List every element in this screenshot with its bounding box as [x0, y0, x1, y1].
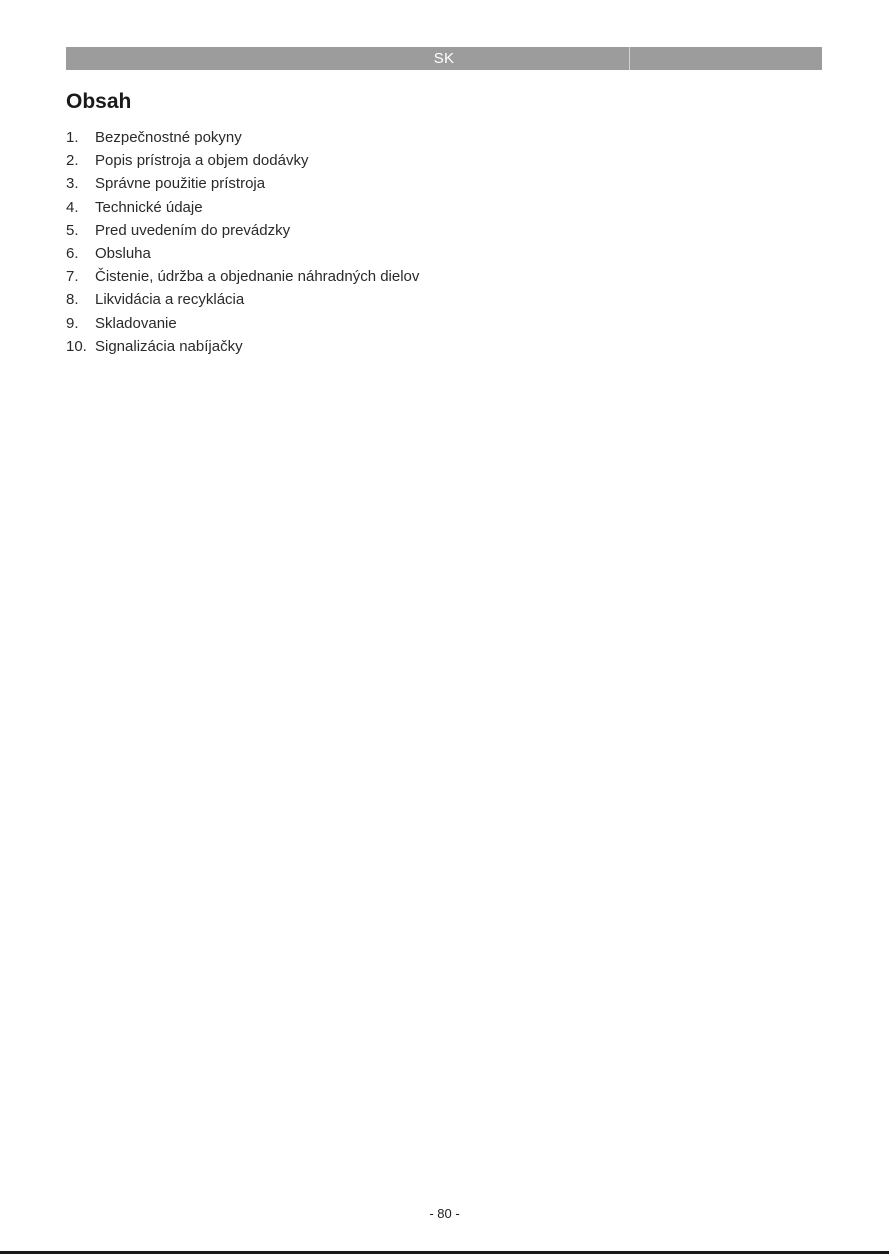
toc-item [66, 265, 419, 288]
toc-item [66, 196, 419, 219]
toc-item-label: Obsluha [95, 244, 151, 262]
toc-item-label: Technické údaje [95, 198, 203, 216]
toc-item [66, 219, 419, 242]
language-header-bar [66, 47, 822, 70]
toc-item-number: 2. [66, 152, 79, 170]
toc-item-number: 5. [66, 221, 79, 239]
toc-item [66, 172, 419, 195]
toc-list [66, 126, 419, 358]
toc-item-number: 4. [66, 198, 79, 216]
toc-item [66, 312, 419, 335]
toc-item [66, 288, 419, 311]
page-number: - 80 - [429, 1206, 460, 1221]
toc-item [66, 335, 419, 358]
toc-item-label: Popis prístroja a objem dodávky [95, 152, 309, 170]
toc-item-number: 10. [66, 337, 87, 355]
toc-item-label: Bezpečnostné pokyny [95, 129, 242, 146]
toc-item [66, 242, 419, 265]
toc-item-number: 9. [66, 314, 79, 332]
toc-item-number: 7. [66, 268, 79, 286]
toc-item [66, 126, 419, 149]
toc-item-number: 1. [66, 129, 79, 146]
toc-item-number: 8. [66, 291, 79, 309]
toc-item-label: Pred uvedením do prevádzky [95, 221, 291, 239]
toc-title: Obsah [66, 90, 132, 113]
language-label: SK [433, 50, 455, 67]
toc-item [66, 149, 419, 172]
toc-item-label: Likvidácia a recyklácia [95, 291, 245, 309]
toc-item-number: 6. [66, 244, 79, 262]
toc-item-label: Správne použitie prístroja [95, 175, 266, 193]
toc-item-number: 3. [66, 175, 79, 193]
toc-item-label: Skladovanie [95, 314, 177, 332]
toc-item-label: Čistenie, údržba a objednanie náhradných dielov [95, 268, 420, 286]
toc-item-label: Signalizácia nabíjačky [95, 337, 243, 355]
